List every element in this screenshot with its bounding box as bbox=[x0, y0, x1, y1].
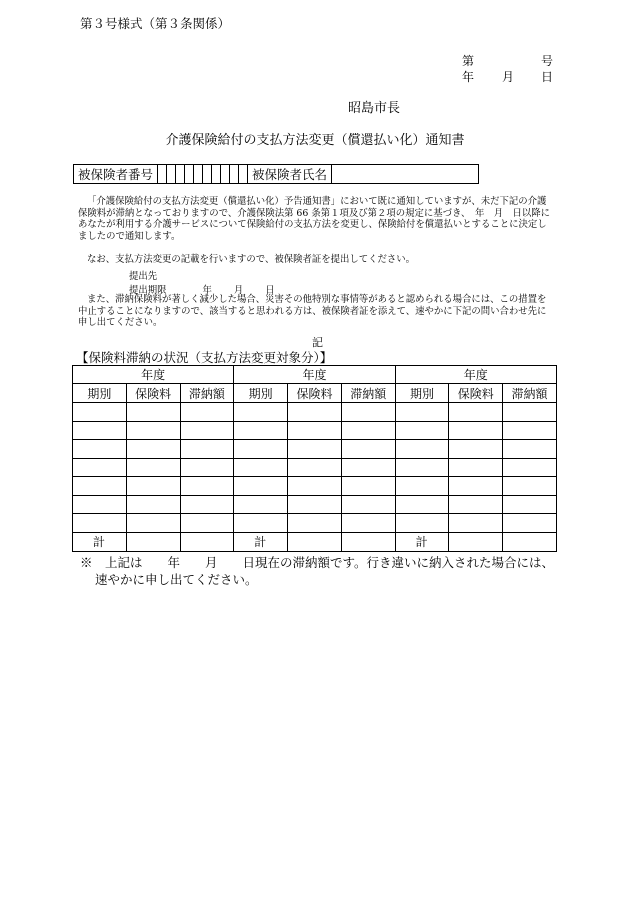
table-cell[interactable] bbox=[288, 458, 342, 477]
body-paragraph-1: 「介護保険給付の支払方法変更（償還払い化）予告通知書」において既に通知していますが、未だ下記の介護保険料が滞納となっておりますので、介護保険法第 66 条第１項及び第２項の規定に基づき、 年 月 日以降にあなたが利用する介護サービスについて保険給付の支払方法を変更し、保険給付を償還払いとすることに決定しましたので通知します。 bbox=[78, 196, 551, 242]
total-row bbox=[73, 532, 557, 551]
table-cell[interactable] bbox=[341, 495, 395, 514]
digit-box[interactable] bbox=[167, 165, 176, 184]
column-header: 保険料 bbox=[126, 384, 180, 403]
table-cell[interactable] bbox=[449, 477, 503, 496]
table-cell[interactable] bbox=[126, 495, 180, 514]
digit-box[interactable] bbox=[185, 165, 194, 184]
submit-deadline-label: 提出期限 bbox=[129, 285, 167, 296]
deadline-month: 月 bbox=[233, 285, 244, 296]
table-cell[interactable] bbox=[449, 532, 503, 551]
table-cell[interactable] bbox=[180, 440, 234, 459]
table-row bbox=[73, 403, 557, 422]
section-title: 【保険料滞納の状況（支払方法変更対象分）】 bbox=[76, 350, 333, 365]
table-cell[interactable] bbox=[288, 403, 342, 422]
table-cell[interactable] bbox=[503, 440, 557, 459]
doc-number-prefix: 第 bbox=[462, 54, 475, 68]
table-cell[interactable] bbox=[288, 440, 342, 459]
total-label: 計 bbox=[395, 532, 449, 551]
table-row bbox=[73, 421, 557, 440]
table-cell[interactable] bbox=[503, 403, 557, 422]
fiscal-year-cell: 年度 bbox=[73, 366, 234, 384]
digit-box[interactable] bbox=[239, 165, 248, 184]
table-cell[interactable] bbox=[126, 458, 180, 477]
table-cell[interactable] bbox=[180, 421, 234, 440]
insured-name-field[interactable] bbox=[332, 165, 479, 184]
table-cell[interactable] bbox=[234, 421, 288, 440]
table-cell[interactable] bbox=[341, 440, 395, 459]
table-cell[interactable] bbox=[395, 495, 449, 514]
date-day: 日 bbox=[541, 70, 554, 84]
submit-to-label: 提出先 bbox=[129, 271, 158, 282]
table-cell[interactable] bbox=[234, 458, 288, 477]
insured-id-table bbox=[73, 164, 479, 184]
table-row bbox=[73, 495, 557, 514]
table-cell[interactable] bbox=[449, 514, 503, 533]
table-cell[interactable] bbox=[234, 403, 288, 422]
table-cell[interactable] bbox=[395, 440, 449, 459]
digit-box[interactable] bbox=[203, 165, 212, 184]
table-cell[interactable] bbox=[234, 440, 288, 459]
table-cell[interactable] bbox=[395, 421, 449, 440]
digit-box[interactable] bbox=[212, 165, 221, 184]
table-row bbox=[73, 514, 557, 533]
issuer: 昭島市長 bbox=[348, 101, 401, 116]
column-header: 滞納額 bbox=[341, 384, 395, 403]
table-cell[interactable] bbox=[395, 458, 449, 477]
table-cell[interactable] bbox=[503, 458, 557, 477]
column-header: 期別 bbox=[73, 384, 127, 403]
table-cell[interactable] bbox=[126, 403, 180, 422]
note-line-1: ※ 上記は 年 月 日現在の滞納額です。行き違いに納入された場合には、 bbox=[80, 555, 555, 570]
table-cell[interactable] bbox=[341, 477, 395, 496]
digit-box[interactable] bbox=[230, 165, 239, 184]
table-cell[interactable] bbox=[503, 514, 557, 533]
table-cell[interactable] bbox=[180, 458, 234, 477]
table-cell[interactable] bbox=[73, 458, 127, 477]
table-cell[interactable] bbox=[73, 495, 127, 514]
table-cell[interactable] bbox=[395, 514, 449, 533]
column-header: 期別 bbox=[395, 384, 449, 403]
table-cell[interactable] bbox=[180, 514, 234, 533]
table-cell[interactable] bbox=[503, 421, 557, 440]
table-cell[interactable] bbox=[503, 477, 557, 496]
table-cell[interactable] bbox=[395, 403, 449, 422]
table-cell[interactable] bbox=[449, 458, 503, 477]
table-cell[interactable] bbox=[180, 477, 234, 496]
table-cell[interactable] bbox=[341, 421, 395, 440]
deadline-day: 日 bbox=[265, 285, 275, 296]
table-cell[interactable] bbox=[234, 514, 288, 533]
column-header: 滞納額 bbox=[180, 384, 234, 403]
digit-box[interactable] bbox=[176, 165, 185, 184]
date-year: 年 bbox=[462, 70, 475, 84]
table-cell[interactable] bbox=[288, 532, 342, 551]
table-cell[interactable] bbox=[126, 514, 180, 533]
doc-number-suffix: 号 bbox=[541, 54, 554, 68]
note-line-2: 速やかに申し出てください。 bbox=[95, 572, 258, 587]
header-row bbox=[73, 384, 557, 403]
table-cell[interactable] bbox=[288, 514, 342, 533]
table-cell[interactable] bbox=[126, 440, 180, 459]
table-cell[interactable] bbox=[180, 403, 234, 422]
table-cell[interactable] bbox=[449, 403, 503, 422]
table-row bbox=[73, 458, 557, 477]
table-cell[interactable] bbox=[288, 495, 342, 514]
table-cell[interactable] bbox=[341, 458, 395, 477]
table-cell[interactable] bbox=[341, 514, 395, 533]
table-cell[interactable] bbox=[234, 495, 288, 514]
digit-box[interactable] bbox=[158, 165, 167, 184]
total-label: 計 bbox=[234, 532, 288, 551]
table-cell[interactable] bbox=[234, 477, 288, 496]
digit-box[interactable] bbox=[194, 165, 203, 184]
table-cell[interactable] bbox=[73, 477, 127, 496]
insured-number-label: 被保険者番号 bbox=[74, 165, 158, 184]
table-cell[interactable] bbox=[73, 440, 127, 459]
year-row bbox=[73, 366, 557, 384]
table-cell[interactable] bbox=[341, 532, 395, 551]
table-cell[interactable] bbox=[341, 403, 395, 422]
column-header: 保険料 bbox=[288, 384, 342, 403]
table-row bbox=[73, 440, 557, 459]
table-cell[interactable] bbox=[503, 495, 557, 514]
table-cell[interactable] bbox=[73, 421, 127, 440]
table-cell[interactable] bbox=[126, 477, 180, 496]
column-header: 期別 bbox=[234, 384, 288, 403]
table-cell[interactable] bbox=[126, 532, 180, 551]
table-cell[interactable] bbox=[180, 495, 234, 514]
table-cell[interactable] bbox=[449, 421, 503, 440]
column-header: 滞納額 bbox=[503, 384, 557, 403]
form-number: 第３号様式（第３条関係） bbox=[80, 16, 231, 31]
ki-heading: 記 bbox=[312, 336, 323, 349]
insured-name-label: 被保険者氏名 bbox=[248, 165, 332, 184]
table-cell[interactable] bbox=[288, 421, 342, 440]
table-cell[interactable] bbox=[395, 477, 449, 496]
digit-box[interactable] bbox=[221, 165, 230, 184]
fiscal-year-cell: 年度 bbox=[234, 366, 395, 384]
table-cell[interactable] bbox=[503, 532, 557, 551]
table-cell[interactable] bbox=[73, 514, 127, 533]
date-month: 月 bbox=[502, 70, 515, 84]
table-cell[interactable] bbox=[126, 421, 180, 440]
arrears-table bbox=[72, 365, 557, 552]
fiscal-year-cell: 年度 bbox=[395, 366, 556, 384]
deadline-year: 年 bbox=[202, 285, 212, 296]
column-header: 保険料 bbox=[449, 384, 503, 403]
table-cell[interactable] bbox=[449, 440, 503, 459]
table-cell[interactable] bbox=[180, 532, 234, 551]
table-cell[interactable] bbox=[449, 495, 503, 514]
document-title: 介護保険給付の支払方法変更（償還払い化）通知書 bbox=[165, 133, 465, 148]
table-cell[interactable] bbox=[288, 477, 342, 496]
body-paragraph-2: なお、支払方法変更の記載を行いますので、被保険者証を提出してください。 bbox=[87, 254, 415, 265]
table-row bbox=[73, 477, 557, 496]
body-paragraph-3: また、滞納保険料が著しく減少した場合、災害その他特別な事情等があると認められる場合には、この措置を中止することになりますので、該当すると思われる方は、被保険者証を添えて、速やかに下記の問い合わせ先に申し出てください。 bbox=[78, 294, 547, 329]
total-label: 計 bbox=[73, 532, 127, 551]
table-cell[interactable] bbox=[73, 403, 127, 422]
